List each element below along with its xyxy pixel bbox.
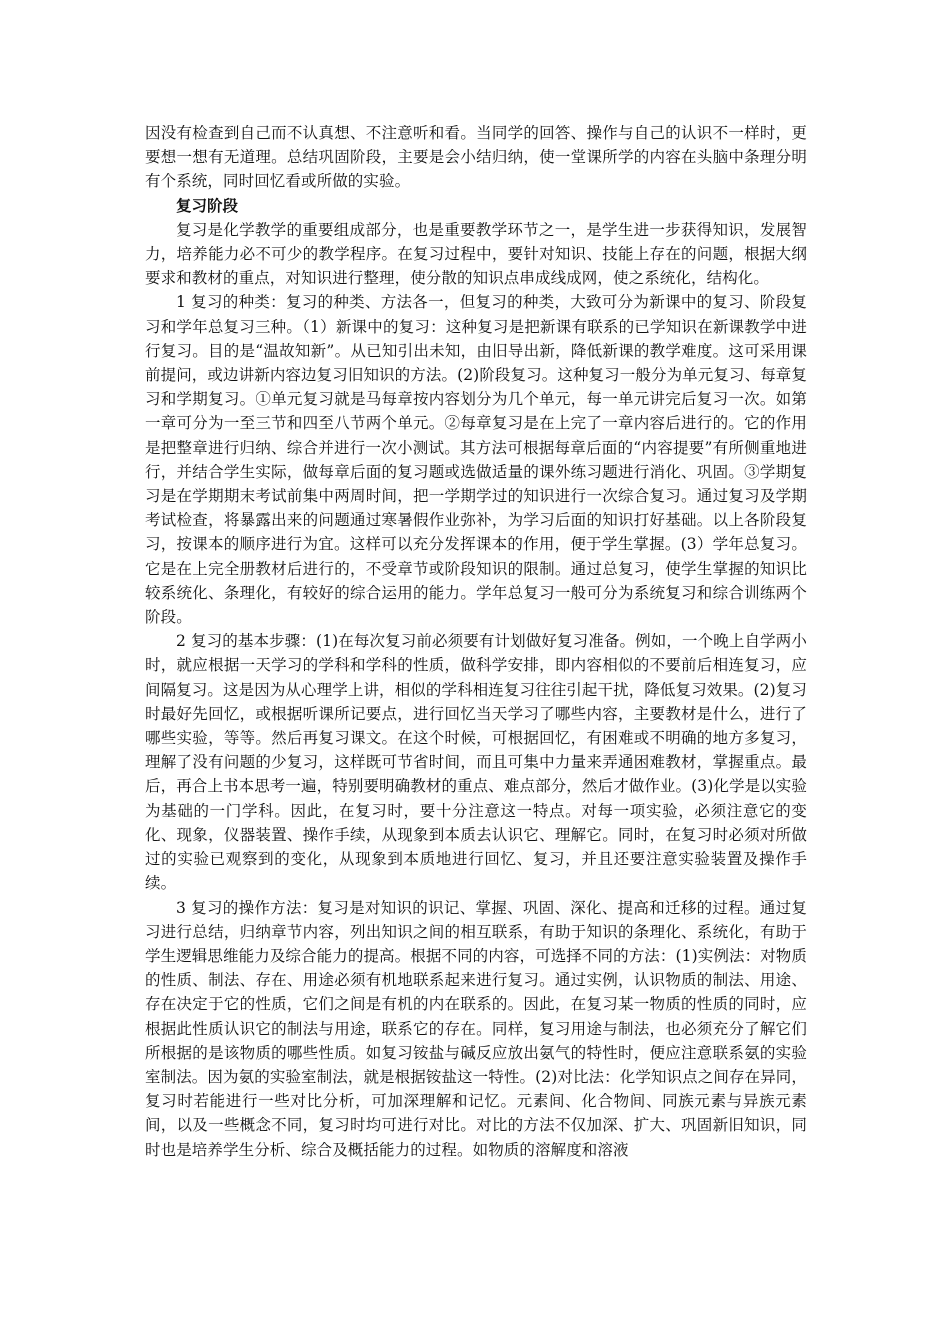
intro-paragraph: 因没有检查到自己而不认真想、不注意听和看。当同学的回答、操作与自己的认识不一样时，更要想一想有无道理。总结巩固阶段，主要是会小结归纳，使一堂课所学的内容在头脑中条理分明有个系统，同时回忆看或所做的实验。 (145, 124, 807, 191)
paragraph-overview: 复习是化学教学的重要组成部分，也是重要教学环节之一，是学生进一步获得知识，发展智力，培养能力必不可少的教学程序。在复习过程中，要针对知识、技能上存在的问题，根据大纲要求和教材的重点，对知识进行整理，使分散的知识点串成线成网，使之系统化，结构化。 (145, 220, 807, 288)
paragraph-review-methods: 3 复习的操作方法：复习是对知识的识记、掌握、巩固、深化、提高和迁移的过程。通过复习进行总结，归纳章节内容，列出知识之间的相互联系，有助于知识的条理化、系统化，有助于学生逻辑思维能力及综合能力的提高。根据不同的内容，可选择不同的方法：(1)实例法：对物质的性质、制法、存在、用途必须有机地联系起来进行复习。通过实例，认识物质的制法、用途、存在决定于它的性质，它们之间是有机的内在联系的。因此，在复习某一物质的性质的同时，应根据此性质认识它的制法与用途，联系它的存在。同样，复习用途与制法，也必须充分了解它们所根据的是该物质的哪些性质。如复习铵盐与碱反应放出氨气的特性时，便应注意联系氨的实验室制法。因为氨的实验室制法，就是根据铵盐这一特性。(2)对比法：化学知识点之间存在异同，复习时若能进行一些对比分析，可加深理解和记忆。元素间、化合物间、同族元素与异族元素间，以及一些概念不同，复习时均可进行对比。对比的方法不仅加深、扩大、巩固新旧知识，同时也是培养学生分析、综合及概括能力的过程。如物质的溶解度和溶液 (145, 898, 807, 1159)
paragraph-review-steps: 2 复习的基本步骤：(1)在每次复习前必须要有计划做好复习准备。例如，一个晚上自学两小时，就应根据一天学习的学科和学科的性质，做科学安排，即内容相似的不要前后相连复习，应间隔复习。这是因为从心理学上讲，相似的学科相连复习往往引起干扰，降低复习效果。(2)复习时最好先回忆，或根据听课所记要点，进行回忆当天学习了哪些内容，主要教材是什么，进行了哪些实验，等等。然后再复习课文。在这个时候，可根据回忆，有困难或不明确的地方多复习，理解了没有问题的少复习，这样既可节省时间，而且可集中力量来弄通困难教材，掌握重点。最后，再合上书本思考一遍，特别要明确教材的重点、难点部分，然后才做作业。(3)化学是以实验为基础的一门学科。因此，在复习时，要十分注意这一特点。对每一项实验，必须注意它的变化、现象，仪器装置、操作手续，从现象到本质去认识它、理解它。同时，在复习时必须对所做过的实验已观察到的变化，从现象到本质地进行回忆、复习，并且还要注意实验装置及操作手续。 (145, 632, 807, 893)
document-page (145, 121, 807, 1162)
section-heading: 复习阶段 (176, 196, 239, 215)
paragraph-review-types: 1 复习的种类：复习的种类、方法各一，但复习的种类，大致可分为新课中的复习、阶段复习和学年总复习三种。（1）新课中的复习：这种复习是把新课有联系的已学知识在新课教学中进行复习。目的是“温故知新”。从已知引出未知，由旧导出新，降低新课的教学难度。这可采用课前提问，或边讲新内容边复习旧知识的方法。(2)阶段复习。这种复习一般分为单元复习、每章复习和学期复习。①单元复习就是马每章按内容划分为几个单元，每一单元讲完后复习一次。如第一章可分为一至三节和四至八节两个单元。②每章复习是在上完了一章内容后进行的。它的作用是把整章进行归纳、综合并进行一次小测试。其方法可根据每章后面的“内容提要”有所侧重地进行，并结合学生实际，做每章后面的复习题或选做适量的课外练习题进行消化、巩固。③学期复习是在学期期末考试前集中两周时间，把一学期学过的知识进行一次综合复习。通过复习及学期考试检查，将暴露出来的问题通过寒暑假作业弥补，为学习后面的知识打好基础。以上各阶段复习，按课本的顺序进行为宜。这样可以充分发挥课本的作用，便于学生掌握。(3）学年总复习。它是在上完全册教材后进行的，不受章节或阶段知识的限制。通过总复习，使学生掌握的知识比较系统化、条理化，有较好的综合运用的能力。学年总复习一般可分为系统复习和综合训练两个阶段。 (145, 293, 807, 627)
